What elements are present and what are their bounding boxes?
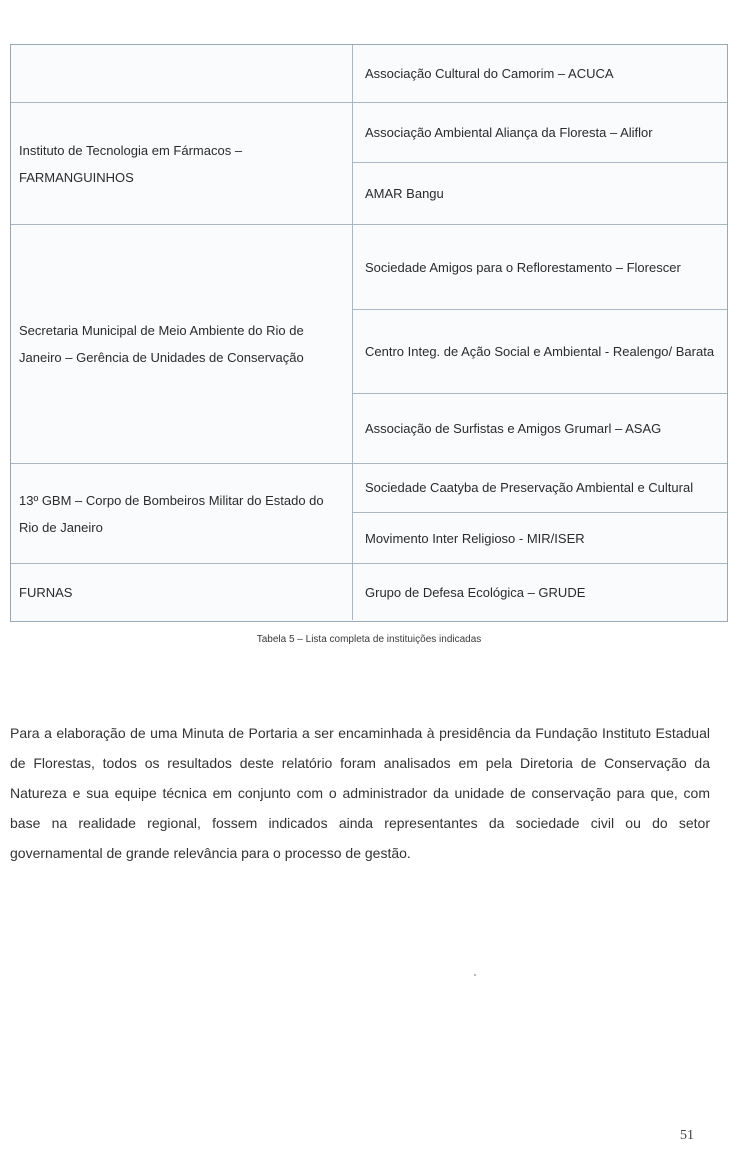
table-cell-right: Grupo de Defesa Ecológica – GRUDE (365, 584, 586, 600)
table-cell-left: FURNAS (11, 564, 353, 620)
page-number: 51 (680, 1128, 694, 1143)
table-caption: Tabela 5 – Lista completa de instituições indicadas (256, 634, 482, 645)
table-cell-right: Associação Ambiental Aliança da Floresta – Aliflor (353, 103, 727, 163)
table-cell-left: Instituto de Tecnologia em Fármacos – FARMANGUINHOS (11, 103, 353, 225)
table-cell-left: Secretaria Municipal de Meio Ambiente do Rio de Janeiro – Gerência de Unidades de Conservação (11, 225, 353, 464)
table-cell-right: Centro Integ. de Ação Social e Ambiental - Realengo/ Barata (353, 310, 727, 394)
table-cell-right: Associação Cultural do Camorim – ACUCA (353, 45, 727, 103)
scan-speck (474, 974, 476, 976)
table-cell-left (11, 45, 353, 103)
body-paragraph: Para a elaboração de uma Minuta de Portaria a ser encaminhada à presidência da Fundação Instituto Estadual de Florestas, todos os resultados deste relatório foram analisados em pela Diretoria de Conservação da Natureza e sua equipe técnica em conjunto com o administrador da unidade de conservação para que, com base na realidade regional, fossem indicados ainda representantes da sociedade civil ou do setor governamental de grande relevância para o processo de gestão. (10, 725, 710, 861)
table-cell-right: Sociedade Caatyba de Preservação Ambiental e Cultural (353, 464, 727, 513)
table-cell-right: Associação de Surfistas e Amigos Grumarl – ASAG (353, 394, 727, 464)
table-cell-right: AMAR Bangu (353, 163, 727, 225)
table-cell-left: 13º GBM – Corpo de Bombeiros Militar do Estado do Rio de Janeiro (11, 464, 353, 564)
table-cell-right: Movimento Inter Religioso - MIR/ISER (353, 513, 727, 564)
table-cell-right: Sociedade Amigos para o Reflorestamento – Florescer (353, 225, 727, 310)
institutions-table (10, 44, 728, 622)
